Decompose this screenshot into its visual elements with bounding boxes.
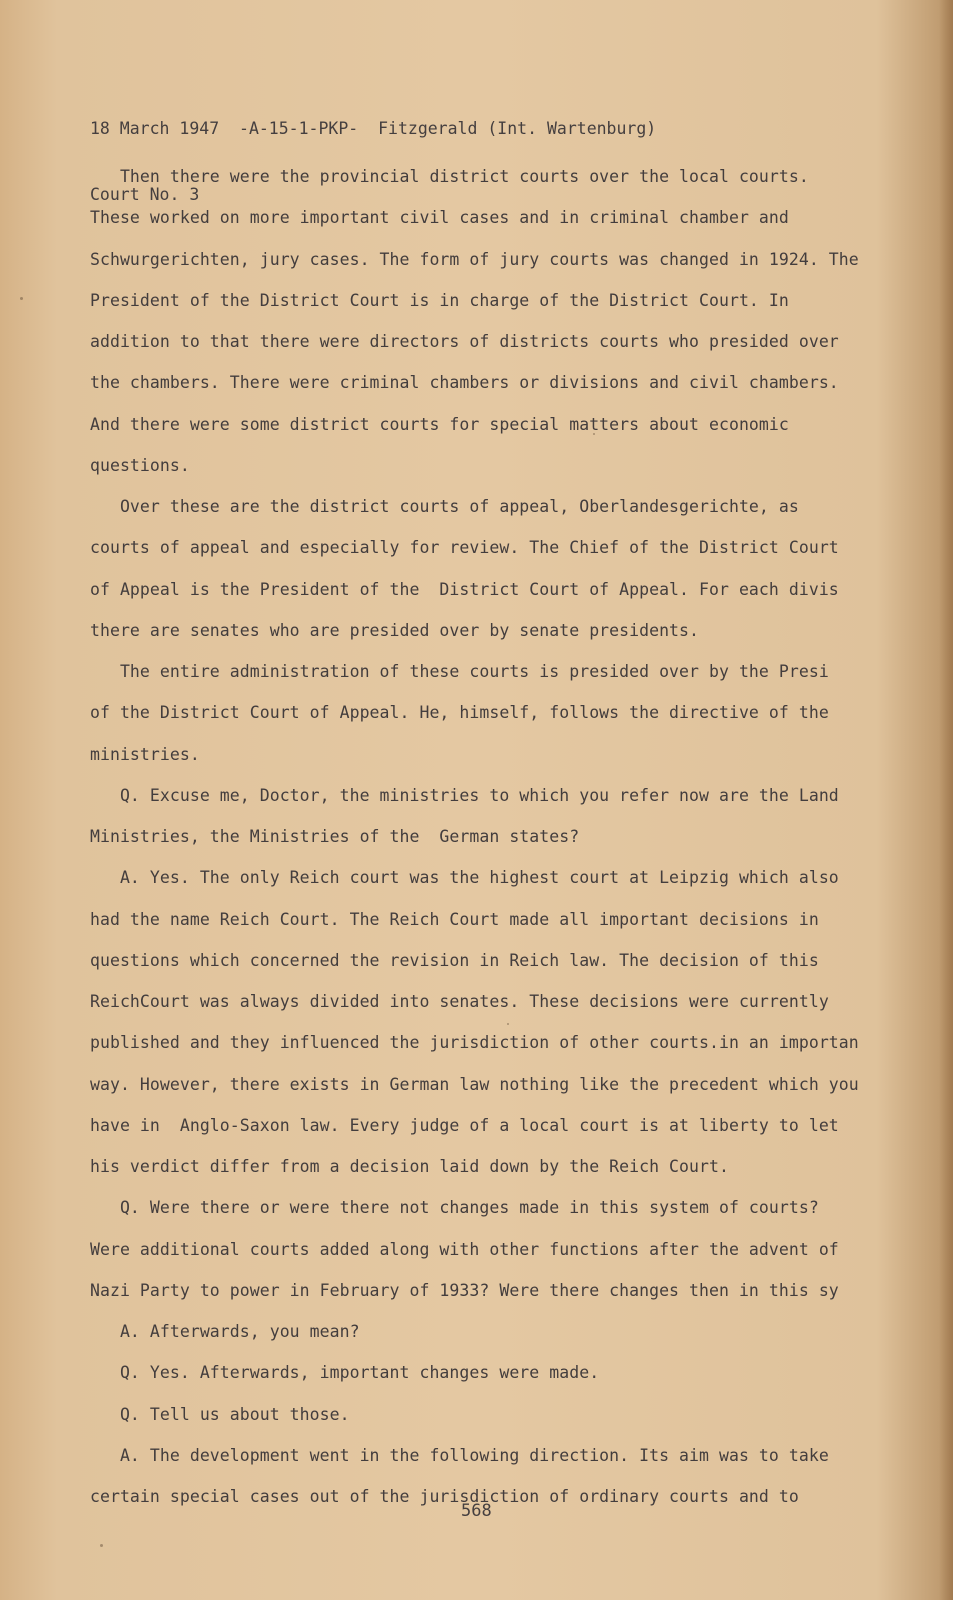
transcript-line: And there were some district courts for special matters about economic <box>90 414 789 434</box>
transcript-line: Were additional courts added along with other functions after the advent of <box>90 1239 839 1259</box>
header-line-court: Court No. 3 <box>90 185 200 204</box>
transcript-line: Q. Yes. Afterwards, important changes were made. <box>90 1363 600 1383</box>
transcript-line: courts of appeal and especially for review. The Chief of the District Court <box>90 538 839 558</box>
transcript-body <box>90 156 950 1517</box>
transcript-line: Over these are the district courts of appeal, Oberlandesgerichte, as <box>90 497 799 516</box>
transcript-line: have in Anglo-Saxon law. Every judge of a local court is at liberty to let <box>90 1115 839 1135</box>
transcript-line: Q. Tell us about those. <box>90 1404 350 1424</box>
transcript-line: addition to that there were directors of districts courts who presided over <box>90 332 839 351</box>
transcript-line: the chambers. There were criminal chambers or divisions and civil chambers. <box>90 373 839 393</box>
transcript-line: ReichCourt was always divided into senates. These decisions were currently <box>90 992 829 1011</box>
transcript-line: of Appeal is the President of the District Court of Appeal. For each divis <box>90 579 839 599</box>
transcript-line: published and they influenced the jurisdiction of other courts.in an importan <box>90 1033 859 1053</box>
transcript-line: President of the District Court is in charge of the District Court. In <box>90 290 789 310</box>
transcript-line: A. Afterwards, you mean? <box>90 1322 360 1341</box>
transcript-line: A. Yes. The only Reich court was the highest court at Leipzig which also <box>90 868 839 888</box>
transcript-line: The entire administration of these courts is presided over by the Presi <box>90 662 829 681</box>
paper-speck <box>100 1544 103 1547</box>
transcript-line: questions. <box>90 455 190 475</box>
transcript-line: Then there were the provincial district courts over the local courts. <box>90 167 809 186</box>
paper-speck <box>20 297 23 300</box>
transcript-line: ministries. <box>90 744 200 764</box>
transcript-line: way. However, there exists in German law nothing like the precedent which you <box>90 1074 859 1094</box>
transcript-line: questions which concerned the revision in Reich law. The decision of this <box>90 950 819 970</box>
transcript-line: Schwurgerichten, jury cases. The form of jury courts was changed in 1924. The <box>90 249 859 269</box>
transcript-line: Ministries, the Ministries of the German states? <box>90 827 580 846</box>
transcript-line: there are senates who are presided over by senate presidents. <box>90 620 700 640</box>
transcript-line: certain special cases out of the jurisdiction of ordinary courts and to <box>90 1487 799 1506</box>
transcript-line: A. The development went in the following direction. Its aim was to take <box>90 1445 829 1465</box>
transcript-line: Q. Excuse me, Doctor, the ministries to which you refer now are the Land <box>90 785 839 805</box>
transcript-line: Q. Were there or were there not changes made in this system of courts? <box>90 1198 819 1218</box>
transcript-line: had the name Reich Court. The Reich Court made all important decisions in <box>90 909 819 929</box>
transcript-line: his verdict differ from a decision laid down by the Reich Court. <box>90 1157 729 1176</box>
transcript-line: These worked on more important civil cases and in criminal chamber and <box>90 208 789 228</box>
page-number: 568 <box>461 1501 492 1521</box>
transcript-line: of the District Court of Appeal. He, himself, follows the directive of the <box>90 703 829 723</box>
transcript-line: Nazi Party to power in February of 1933? Were there changes then in this sy <box>90 1280 839 1300</box>
header-line-date-reference: 18 March 1947 -A-15-1-PKP- Fitzgerald (Int. Wartenburg) <box>90 119 657 138</box>
